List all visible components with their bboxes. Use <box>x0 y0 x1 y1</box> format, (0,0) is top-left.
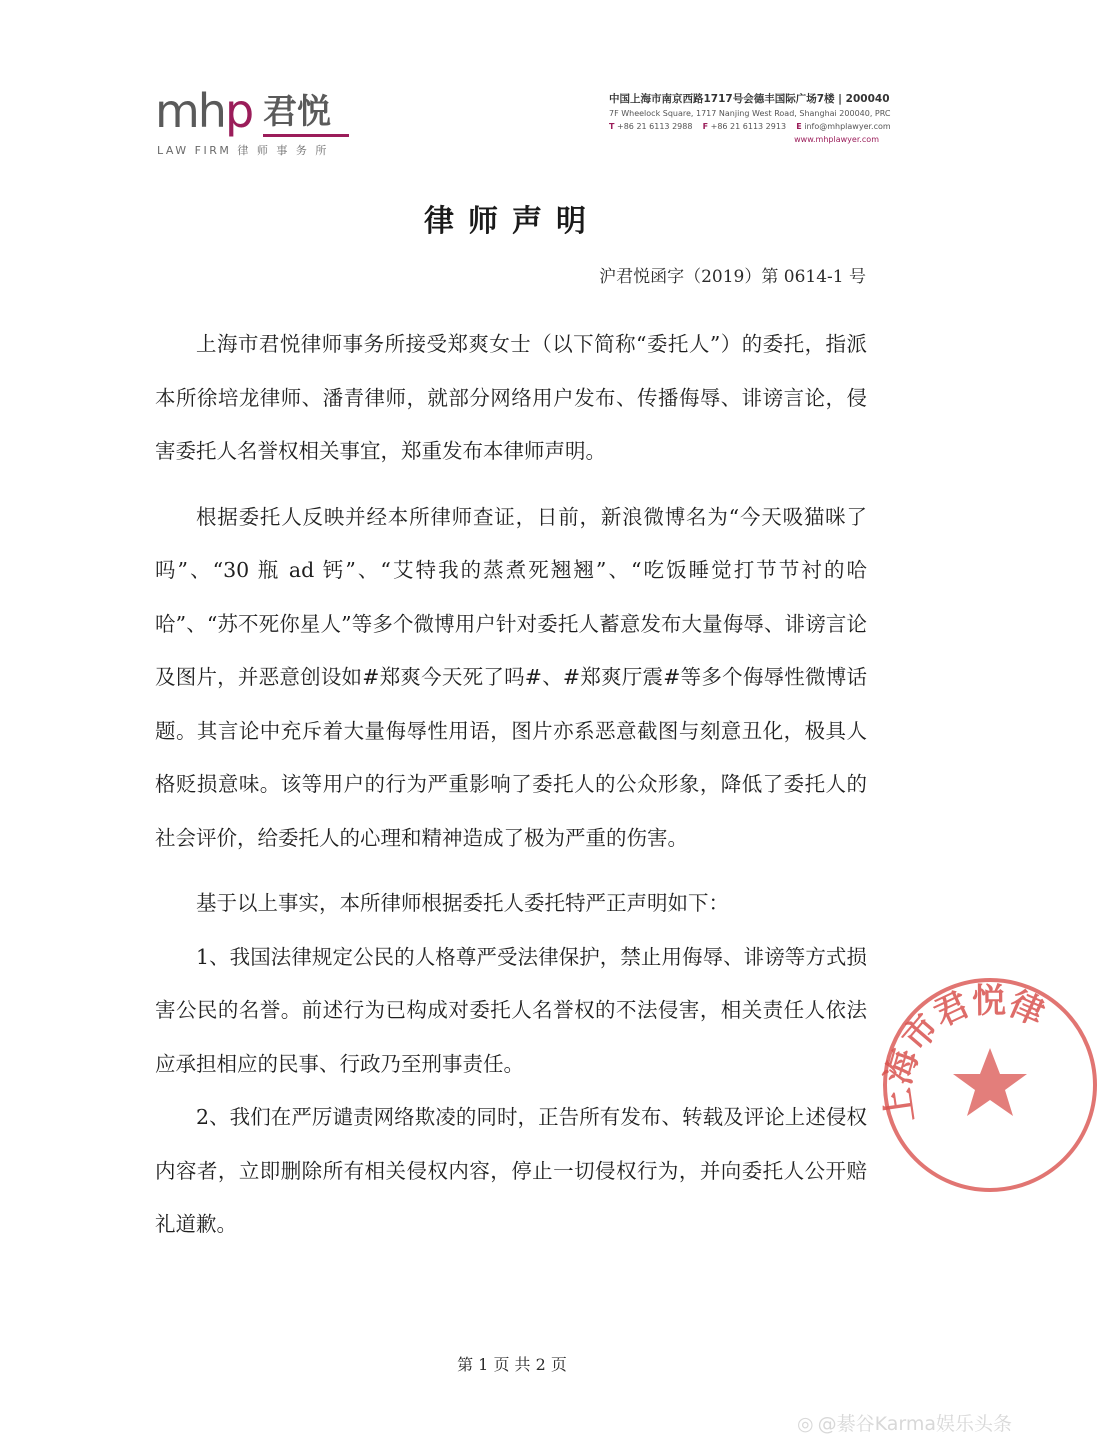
paragraph-3: 基于以上事实，本所律师根据委托人委托特严正声明如下： <box>196 891 729 915</box>
logo-chinese-name: 君悦 <box>263 92 331 132</box>
tel-key: T <box>609 122 615 131</box>
seal-star-icon <box>953 1048 1027 1116</box>
watermark-text: @綦谷Karma娱乐头条 <box>817 1413 1012 1435</box>
logo-subtitle: LAW FIRM 律 师 事 务 所 <box>157 144 329 157</box>
paragraph-5: 2、我们在严厉谴责网络欺凌的同时，正告所有发布、转载及评论上述侵权内容者，立即删除所有相关侵权内容，停止一切侵权行为，并向委托人公开赔礼道歉。 <box>155 1105 867 1236</box>
address-chinese: 中国上海市南京西路1717号会德丰国际广场7楼 | 200040 <box>609 93 890 105</box>
seal-text: 上海市君悦律 <box>877 980 1051 1125</box>
fax-key: F <box>702 122 709 131</box>
firm-address-block <box>609 92 899 147</box>
page-number: 第 1 页 共 2 页 <box>457 1355 567 1374</box>
paragraph-1: 上海市君悦律师事务所接受郑爽女士（以下简称“委托人”）的委托，指派本所徐培龙律师、潘青律师，就部分网络用户发布、传播侮辱、诽谤言论，侵害委托人名誉权相关事宜，郑重发布本律师声明。 <box>155 332 867 463</box>
firm-logo <box>155 84 355 158</box>
weibo-icon: ◎ <box>797 1413 814 1435</box>
document-body <box>155 318 867 1252</box>
paragraph-4: 1、我国法律规定公民的人格尊严受法律保护，禁止用侮辱、诽谤等方式损害公民的名誉。前述行为已构成对委托人名誉权的不法侵害，相关责任人依法应承担相应的民事、行政乃至刑事责任。 <box>155 944 867 1076</box>
document-title: 律师声明 <box>424 204 600 239</box>
email-address: info@mhplawyer.com <box>804 122 891 131</box>
website: www.mhplawyer.com <box>794 135 879 144</box>
email-key: E <box>796 122 802 131</box>
address-english: 7F Wheelock Square, 1717 Nanjing West Road, Shanghai 200040, PRC <box>609 109 891 118</box>
official-seal <box>875 970 1105 1200</box>
logo-underline <box>263 134 349 137</box>
logo-mark-text: mhp <box>155 84 253 138</box>
contact-line <box>609 120 899 133</box>
tel-number: +86 21 6113 2988 <box>617 122 693 131</box>
paragraph-2: 根据委托人反映并经本所律师查证，日前，新浪微博名为“今天吸猫咪了吗”、“30 瓶 ad 钙”、“艾特我的蒸煮死翘翘”、“吃饭睡觉打节节衬的哈哈”、“苏不死你星人”等多个微博用户针对委托人蓄意发布大量侮辱、诽谤言论及图片，并恶意创设如#郑爽今天死了吗#、#郑爽厅震#等多个侮辱性微博话题。其言论中充斥着大量侮辱性用语，图片亦系恶意截图与刻意丑化，极具人格贬损意味。该等用户的行为严重影响了委托人的公众形象，降低了委托人的社会评价，给委托人的心理和精神造成了极为严重的伤害。 <box>155 504 867 850</box>
source-watermark <box>797 1409 1012 1436</box>
fax-number: +86 21 6113 2913 <box>710 122 787 131</box>
document-reference: 沪君悦函字（2019）第 0614-1 号 <box>599 267 866 287</box>
logo-mark <box>155 84 253 138</box>
